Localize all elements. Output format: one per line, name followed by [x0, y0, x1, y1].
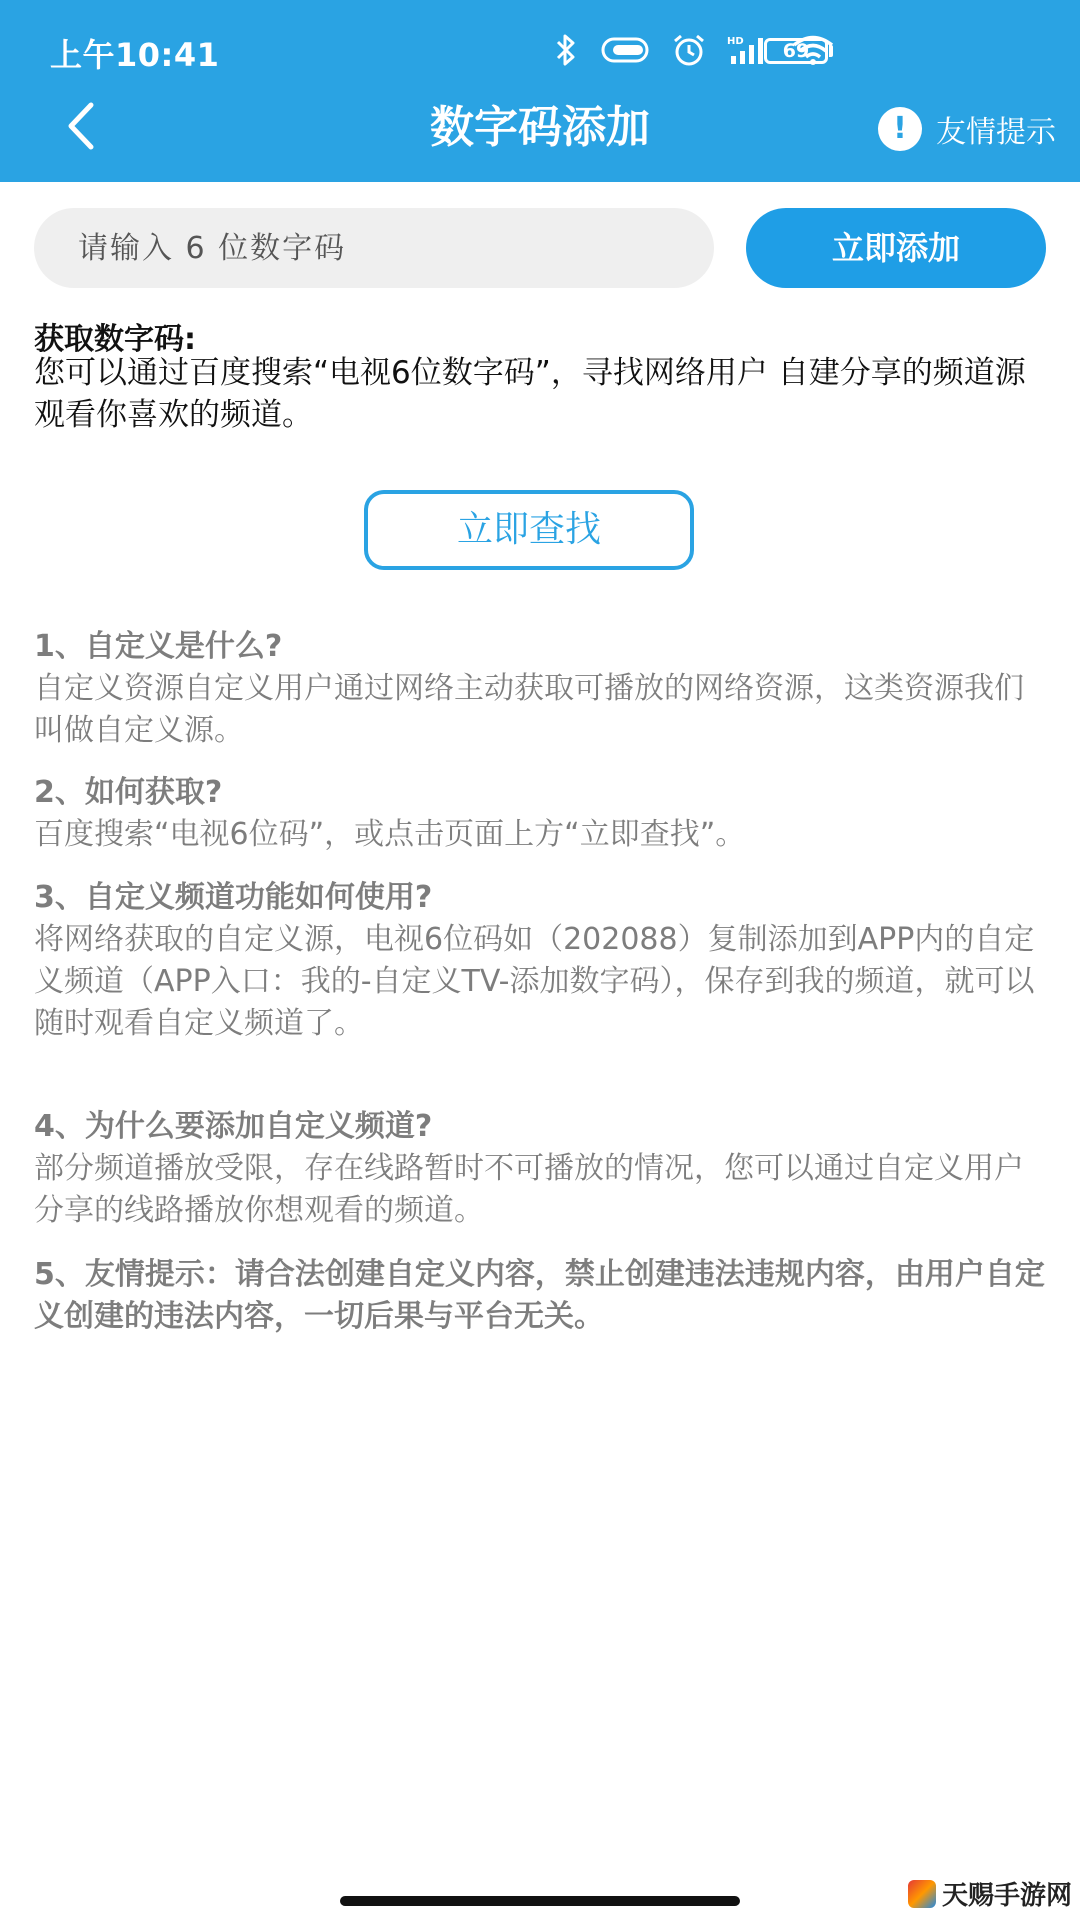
- app-bar: [0, 0, 1080, 182]
- add-now-button[interactable]: 立即添加: [746, 208, 1046, 288]
- friendly-tip-button[interactable]: [878, 104, 1056, 154]
- faq-item-1: [34, 626, 1050, 752]
- faq-question: 5、友情提示：请合法创建自定义内容，禁止创建违法违规内容，由用户自定义创建的违法内容，一切后果与平台无关。: [34, 1257, 1045, 1334]
- status-time: 上午10:41: [50, 36, 220, 74]
- faq-answer: 自定义资源自定义用户通过网络主动获取可播放的网络资源，这类资源我们叫做自定义源。: [34, 671, 1024, 748]
- faq-item-4: [34, 1106, 1050, 1232]
- get-code-heading: 获取数字码:: [34, 322, 196, 357]
- vibrate-icon: [599, 35, 651, 65]
- faq-item-3: [34, 877, 1050, 1045]
- watermark-text: 天赐手游网: [941, 1881, 1072, 1911]
- find-now-button[interactable]: 立即查找: [364, 490, 694, 570]
- watermark: [908, 1875, 1072, 1912]
- alarm-icon: [671, 33, 707, 67]
- faq-answer: 部分频道播放受限，存在线路暂时不可播放的情况，您可以通过自定义用户分享的线路播放你想观看的频道。: [34, 1151, 1024, 1228]
- battery-icon: 69: [764, 38, 828, 64]
- bluetooth-icon: [553, 33, 579, 67]
- faq-item-5: [34, 1254, 1050, 1338]
- faq-question: 4、为什么要添加自定义频道?: [34, 1109, 433, 1144]
- get-code-body: 您可以通过百度搜索“电视6位数字码”，寻找网络用户 自建分享的频道源观看你喜欢的频道。: [34, 355, 1026, 433]
- faq-item-2: [34, 772, 1050, 856]
- faq-answer: 百度搜索“电视6位码”，或点击页面上方“立即查找”。: [34, 817, 746, 852]
- watermark-logo-icon: [908, 1880, 936, 1908]
- faq-question: 3、自定义频道功能如何使用?: [34, 880, 433, 915]
- svg-text:HD: HD: [727, 36, 744, 47]
- faq-answer: 将网络获取的自定义源，电视6位码如（202088）复制添加到APP内的自定义频道（APP入口：我的-自定义TV-添加数字码），保存到我的频道，就可以随时观看自定义频道了。: [34, 922, 1035, 1041]
- page-title: 数字码添加: [430, 102, 650, 153]
- friendly-tip-label: 友情提示: [936, 115, 1056, 150]
- faq-question: 2、如何获取?: [34, 775, 223, 810]
- home-indicator[interactable]: [340, 1896, 740, 1906]
- faq-question: 1、自定义是什么?: [34, 629, 283, 664]
- code-input[interactable]: [34, 208, 714, 288]
- exclamation-circle-icon: !: [878, 107, 922, 151]
- battery-tip: [829, 45, 833, 57]
